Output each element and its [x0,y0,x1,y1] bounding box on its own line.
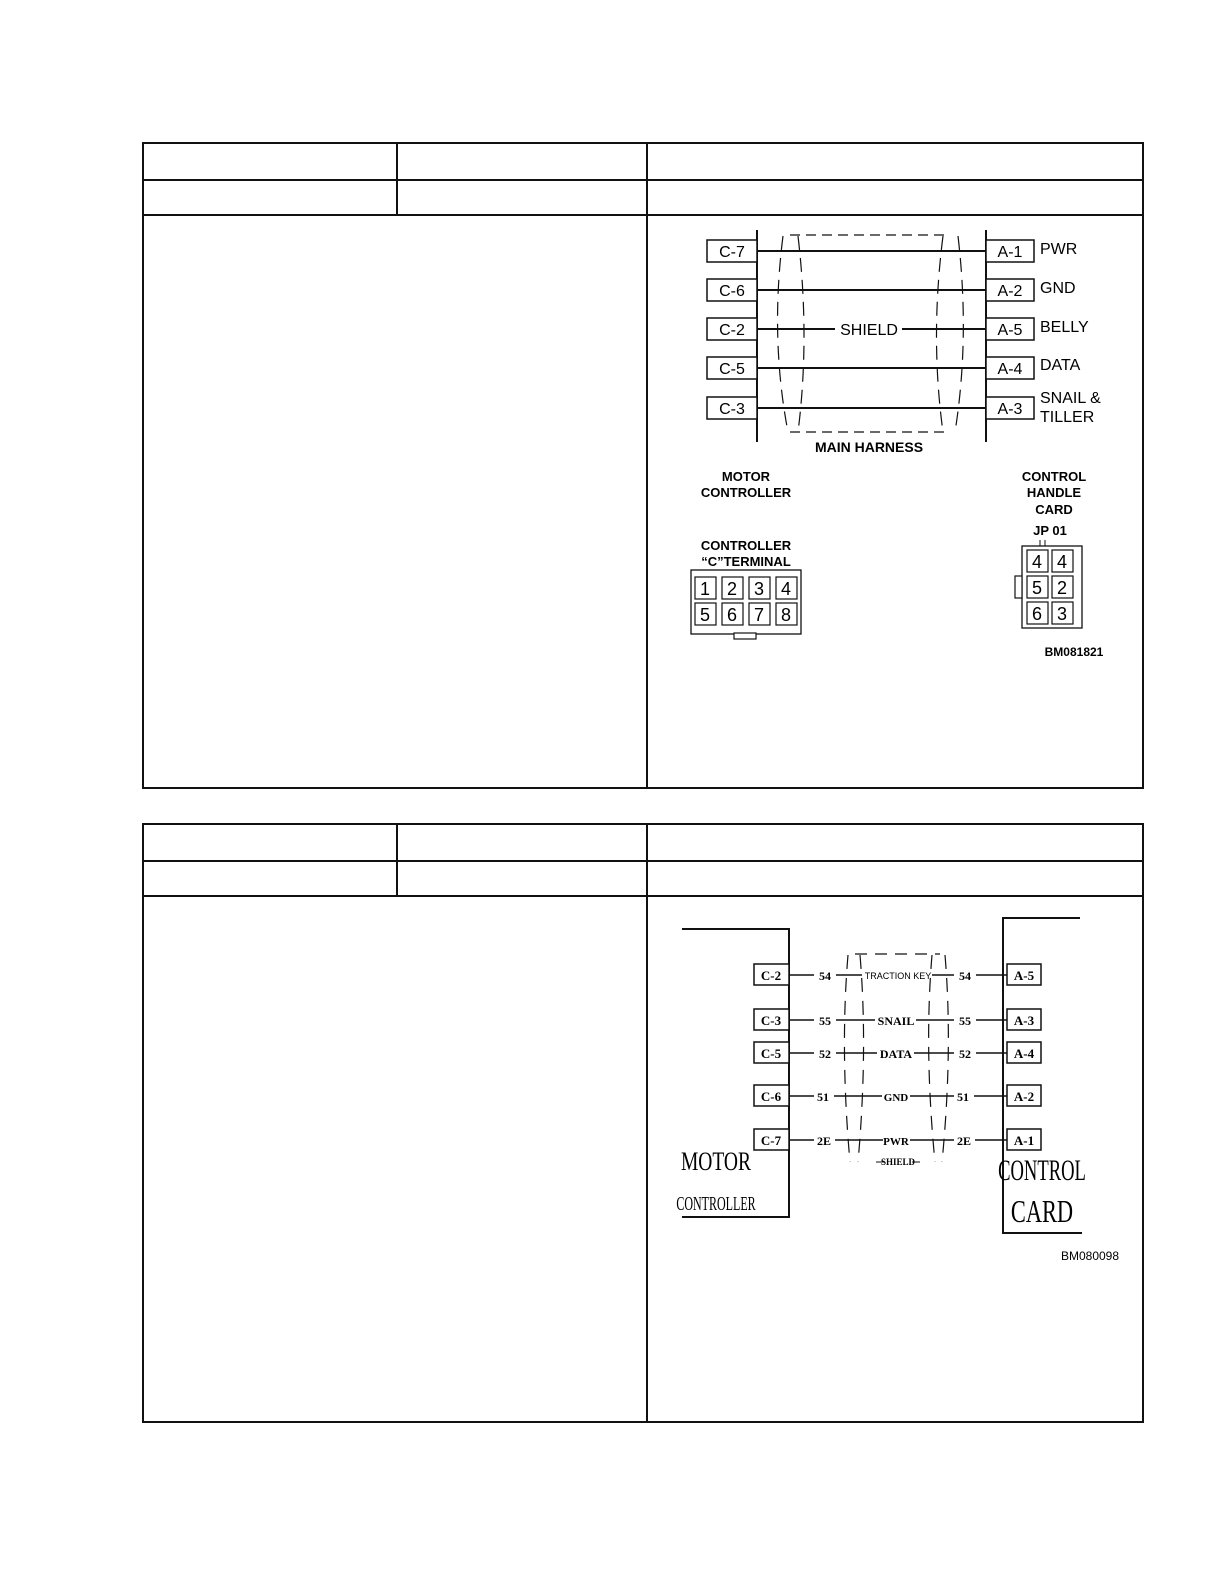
jp-01-label: JP 01 [1033,523,1067,538]
shield-label: SHIELD [880,1157,916,1167]
signal-label: DATA [879,1047,913,1061]
wire-row-2 [754,1009,1041,1030]
connector-pin: 4 [1031,552,1043,572]
left-pin-label: C-6 [760,1089,782,1104]
table-2-subheader-row [144,860,1142,897]
left-pin-label: C-5 [719,361,745,378]
left-pin-label: C-6 [719,283,745,300]
right-pin-label: A-1 [1013,1133,1035,1148]
wire-number: 2E [956,1134,972,1148]
signal-label: SNAIL & [1040,390,1101,407]
controller-c-terminal-connector [691,570,801,639]
connector-pin: 4 [1056,552,1068,572]
left-pin-label: C-3 [719,401,745,418]
right-pin-label: A-3 [1013,1013,1035,1028]
main-harness-wiring-diagram [650,218,1140,688]
table-1-subheader-cell-1 [144,179,398,214]
control-card-label: CARD [1010,1193,1074,1229]
table-2-header-cell-1 [144,825,398,860]
connector-pin: 6 [1031,604,1043,624]
figure-id: BM081821 [1044,645,1104,659]
right-pin-label: A-1 [997,244,1023,261]
control-card-label: CONTROL [998,1154,1086,1188]
wire-number: 54 [819,969,831,983]
control-handle-card-label: CONTROL [1021,469,1087,484]
right-pin-label: A-4 [997,361,1023,378]
signal-label: GND [1040,280,1076,297]
connector-pin: 8 [780,605,792,625]
left-pin-label: C-5 [760,1046,782,1061]
connector-pin: 2 [726,579,738,599]
table-2-subheader-cell-2 [396,860,648,895]
wire-number: 55 [959,1014,971,1028]
figure-id: BM080098 [1060,1249,1120,1263]
c-terminal-label: CONTROLLER [700,538,792,553]
wire-number: 51 [817,1090,829,1104]
signal-label: PWR [883,1136,909,1148]
motor-label: CONTROLLER [676,1191,756,1215]
table-1-body-divider [646,214,648,787]
table-2-header-cell-2 [396,825,648,860]
wire-row-3 [707,318,1089,340]
wire-number: 52 [959,1047,971,1061]
c-terminal-label: “C”TERMINAL [701,554,791,569]
connector-pin: 4 [780,579,792,599]
jp-01-connector [1015,540,1082,628]
control-handle-card-label: HANDLE [1026,485,1082,500]
signal-label: PWR [1040,241,1078,258]
left-pin-label: C-2 [719,322,745,339]
motor-controller-label: MOTOR [721,469,771,484]
wire-number: 2E [816,1134,832,1148]
motor-controller-label: CONTROLLER [700,485,792,500]
connector-pin: 3 [1056,604,1068,624]
connector-pin: 1 [699,579,711,599]
motor-label: MOTOR [680,1147,752,1176]
left-pin-label: C-7 [719,244,745,261]
signal-label: DATA [1040,357,1081,374]
main-harness-label: MAIN HARNESS [814,439,924,455]
wire-row-3 [754,1042,1041,1063]
signal-label: TILLER [1040,409,1095,426]
signal-label: GND [883,1092,909,1104]
connector-pin: 3 [753,579,765,599]
right-pin-label: A-5 [997,322,1023,339]
connector-pin: 5 [1031,578,1043,598]
table-1-header-cell-1 [144,144,398,179]
wire-row-1 [754,964,1041,985]
left-pin-label: C-3 [760,1013,782,1028]
wire-row-4 [707,357,1081,379]
wire-number: 51 [957,1090,969,1104]
left-pin-label: C-2 [760,968,782,983]
signal-label: TRACTION KEY [864,971,932,981]
connector-pin: 7 [753,605,765,625]
table-1-subheader-row [144,179,1142,216]
wire-row-1 [707,240,1077,262]
right-pin-label: A-3 [997,401,1023,418]
table-2-body-divider [646,895,648,1421]
right-pin-label: A-5 [1013,968,1035,983]
wire-number: 55 [819,1014,831,1028]
right-pin-label: A-2 [997,283,1023,300]
table-1-header-row [144,144,1142,181]
connector-pin: 5 [699,605,711,625]
wire-row-5 [754,1129,1041,1150]
connector-pin: 6 [726,605,738,625]
wire-number: 52 [819,1047,831,1061]
wire-row-2 [707,279,1076,301]
wire-number: 54 [959,969,971,983]
right-pin-label: A-4 [1013,1046,1035,1061]
control-handle-card-label: CARD [1035,502,1073,517]
shield-label: SHIELD [840,322,898,339]
control-card-wiring-diagram [650,900,1140,1272]
wire-row-5 [707,390,1101,426]
table-2-header-row [144,825,1142,862]
signal-label: SNAIL [877,1014,915,1028]
table-2-subheader-cell-1 [144,860,398,895]
table-1-header-cell-2 [396,144,648,179]
left-pin-label: C-7 [760,1133,782,1148]
right-pin-label: A-2 [1013,1089,1035,1104]
table-1-subheader-cell-2 [396,179,648,214]
signal-label: BELLY [1040,319,1089,336]
connector-pin: 2 [1056,578,1068,598]
wire-row-4 [754,1085,1041,1106]
